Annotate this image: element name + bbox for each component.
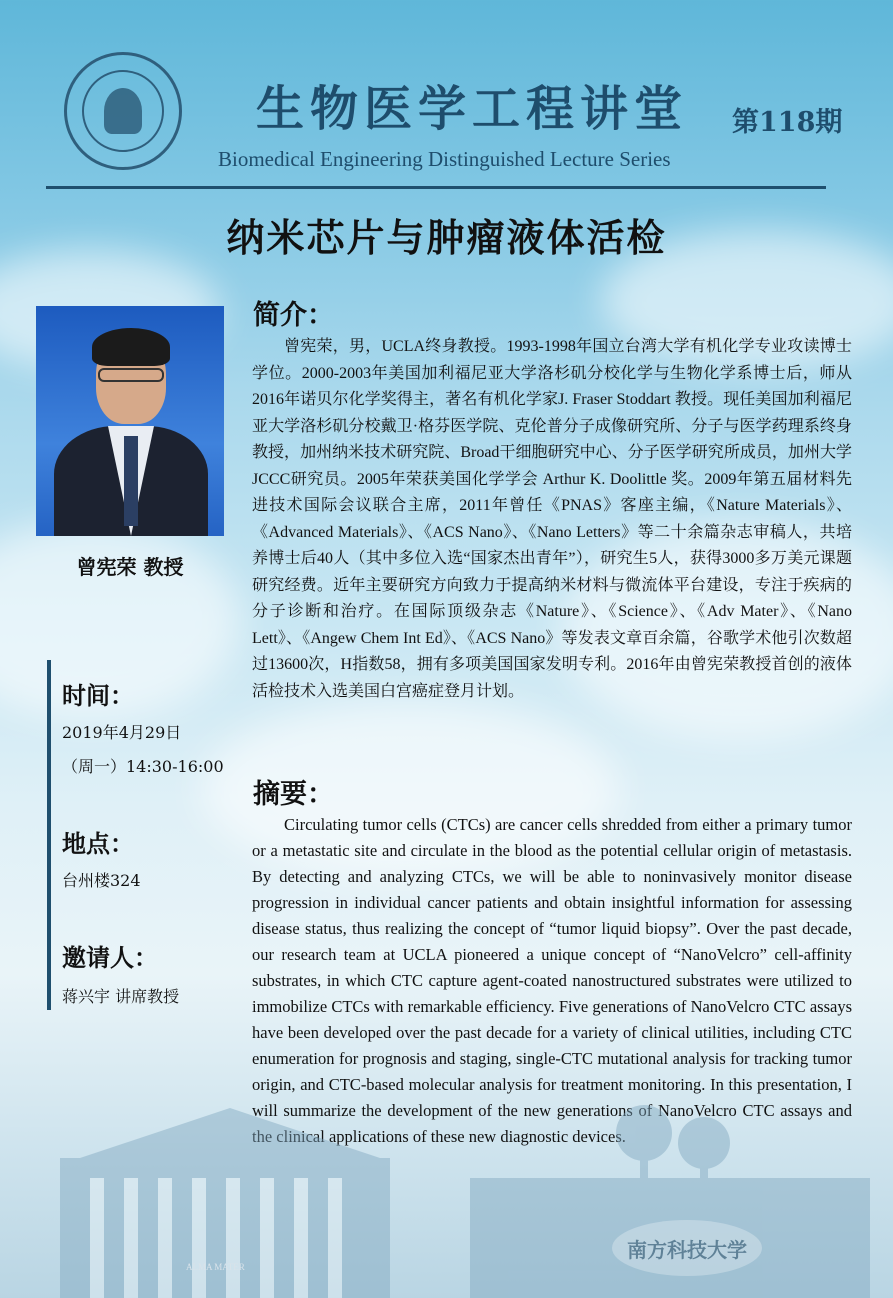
bio-section [252, 334, 852, 705]
speaker-name: 曾宪荣 教授 [76, 555, 184, 579]
header-divider [46, 186, 826, 189]
time-date: 2019年4月29日 [62, 723, 182, 742]
bio-text: 曾宪荣，男，UCLA终身教授。1993-1998年国立台湾大学有机化学专业攻读博士学位。2000-2003年美国加利福尼亚大学洛杉矶分校化学与生物化学系博士后，师从2016年诺贝尔化学奖得主，著名有机化学家J. Fraser Stoddart 教授。现任美国加利福尼亚大学洛杉矶分校戴卫·格芬医学院、克伦普分子成像研究所、分子与医学药理系终身教授，加州纳米技术研究院、Broad干细胞研究中心、分子医学研究所成员，加州大学JCCC研究员。2005年荣获美国化学学会 Arthur K. Doolittle 奖。2009年第五届材料先进技术国际会议联合主席，2011年曾任《PNAS》客座主编，《Nature Materials》、《Advanced Materials》、《ACS Nano》、《Nano Letters》等二十余篇杂志审稿人，共培养博士后40人（其中多位入选“国家杰出青年”），研究生5人，获得3000多万美元课题研究经费。近年主要研究方向致力于提高纳米材料与微流体平台建设，专注于疾病的分子诊断和治疗。在国际顶级杂志《Nature》、《Science》、《Adv Mater》、《Nano Lett》、《Angew Chem Int Ed》、《ACS Nano》等发表文章百余篇，谷歌学术他引次数超过13600次，H指数58，拥有多项美国国家发明专利。2016年由曾宪荣教授首创的液体活检技术入选美国白宫癌症登月计划。 [252, 338, 852, 700]
abstract-section [252, 812, 852, 1150]
university-logo [64, 52, 182, 170]
abstract-text: Circulating tumor cells (CTCs) are cancer cells shredded from either a primary tumor or a metastatic site and circulate in the blood as the potential cellular origin of metastasis. By detecting and analyzing CTCs, we will be able to noninvasively monitor disease progression in individual cancer patients and obtain insightful information for assessing disease status, thus realizing the concept of “tumor liquid biopsy”. Over the past decade, our research team at UCLA pioneered a unique concept of “NanoVelcro” cell-affinity substrates, in which CTC capture agent-coated nanostructured substrates were utilized to immobilize CTCs with remarkable efficiency. Five generations of NanoVelcro CTC assays have been developed over the past decade for a variety of clinical utilities, including CTC enumeration for prognosis and staging, single-CTC mutational analysis for tracking tumor origin, and CTC-based molecular analysis for treatment monitoring. In this presentation, I will summarize the development of the new generations of NanoVelcro CTC assays and the clinical applications of these new diagnostic devices. [252, 815, 852, 1146]
host-heading: 邀请人： [62, 943, 158, 972]
sidebar-accent-bar [47, 660, 51, 1010]
time-slot: （周一）14:30-16:00 [62, 757, 224, 776]
logo-emblem [82, 70, 164, 152]
logo-glyph-icon [104, 88, 142, 134]
series-title-cn: 生物医学工程讲堂 [256, 81, 689, 137]
statue-plaque: ALMA MATER [186, 1262, 245, 1272]
time-heading: 时间： [62, 681, 134, 710]
abstract-heading: 摘要： [253, 779, 334, 810]
photo-hair [92, 328, 170, 366]
issue-number: 第118期 [732, 107, 843, 138]
university-watermark: 南方科技大学 [612, 1220, 762, 1276]
lecture-title: 纳米芯片与肿瘤液体活检 [226, 215, 667, 260]
series-title-en: Biomedical Engineering Distinguished Lecture Series [218, 147, 671, 171]
photo-tie [124, 436, 138, 526]
place-value: 台州楼324 [62, 871, 141, 890]
speaker-photo [36, 306, 224, 536]
bio-heading: 简介： [253, 300, 334, 331]
host-value: 蒋兴宇 讲席教授 [62, 987, 180, 1006]
place-heading: 地点： [62, 829, 134, 858]
photo-glasses [98, 368, 164, 382]
